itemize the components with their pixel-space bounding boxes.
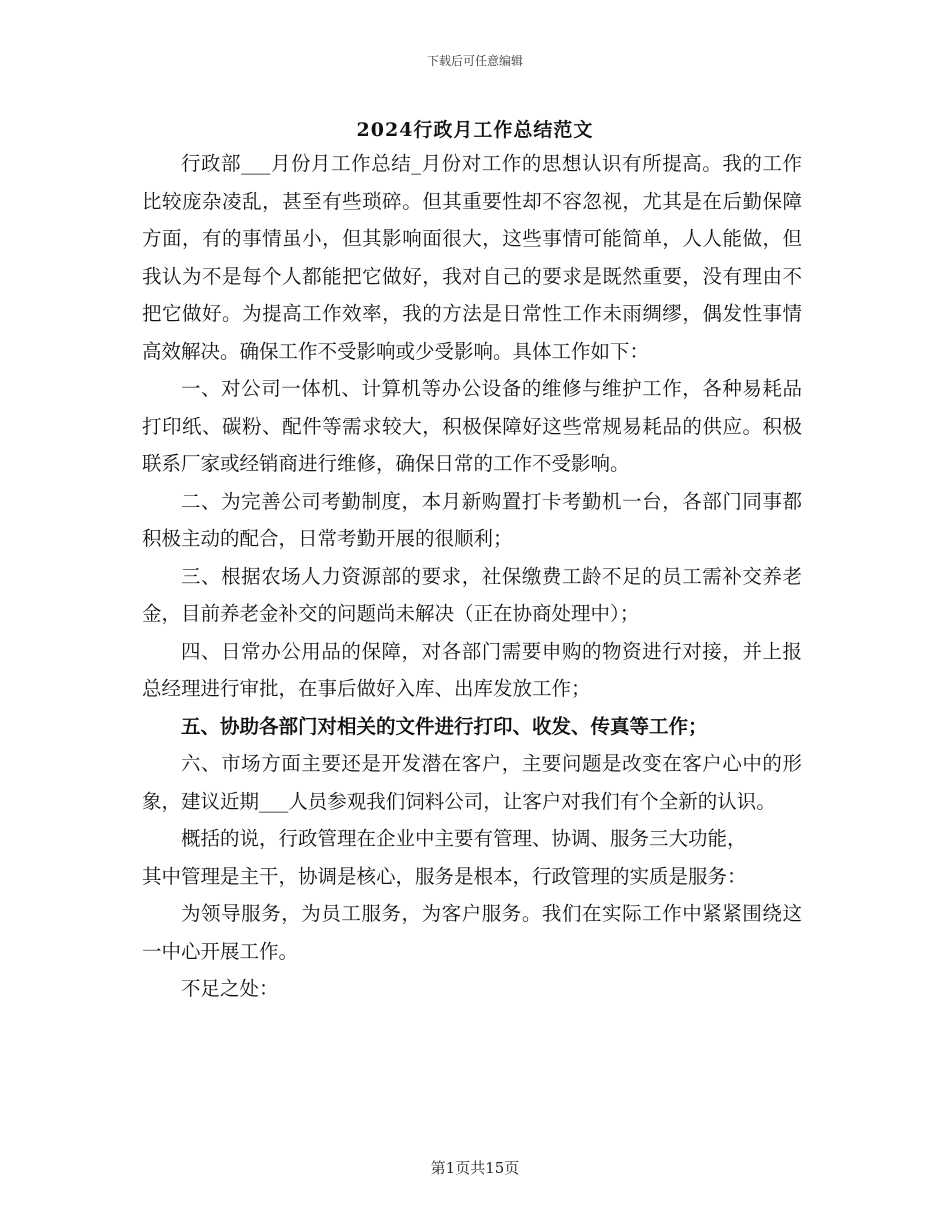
paragraph-service: 为领导服务，为员工服务，为客户服务。我们在实际工作中紧紧围绕这一中心开展工作。 — [142, 902, 802, 963]
paragraph-item-1: 一、对公司一体机、计算机等办公设备的维修与维护工作，各种易耗品打印纸、碳粉、配件等需求较大，积极保障好这些常规易耗品的供应。积极联系厂家或经销商进行维修，确保日常的工作不受影响。 — [142, 377, 802, 475]
page-header: 下载后可任意编辑 — [426, 54, 523, 68]
document-body — [142, 145, 802, 1008]
page-footer: 第1页共15页 — [430, 1159, 520, 1177]
paragraph-item-4: 四、日常办公用品的保障，对各部门需要申购的物资进行对接，并上报总经理进行审批，在事后做好入库、出库发放工作； — [142, 639, 802, 700]
paragraph-summary: 概括的说，行政管理在企业中主要有管理、协调、服务三大功能， — [181, 827, 747, 850]
paragraph-item-5: 五、协助各部门对相关的文件进行打印、收发、传真等工作； — [181, 714, 708, 738]
paragraph-item-3: 三、根据农场人力资源部的要求，社保缴费工龄不足的员工需补交养老金，目前养老金补交的问题尚未解决（正在协商处理中）； — [142, 564, 802, 625]
document-title: 2024行政月工作总结范文 — [356, 119, 594, 141]
paragraph-intro: 行政部___月份月工作总结_月份对工作的思想认识有所提高。我的工作比较庞杂凌乱，甚至有些琐碎。但其重要性却不容忽视，尤其是在后勤保障方面，有的事情虽小，但其影响面很大，这些事情可能简单，人人能做，但我认为不是每个人都能把它做好，我对自己的要求是既然重要，没有理由不把它做好。为提高工作效率，我的方法是日常性工作未雨绸缪，偶发性事情高效解决。确保工作不受影响或少受影响。具体工作如下： — [142, 152, 802, 363]
paragraph-item-6: 六、市场方面主要还是开发潜在客户，主要问题是改变在客户心中的形象，建议近期___人员参观我们饲料公司，让客户对我们有个全新的认识。 — [142, 752, 802, 813]
paragraph-summary-cont: 其中管理是主干，协调是核心，服务是根本，行政管理的实质是服务： — [142, 864, 747, 888]
paragraph-item-2: 二、为完善公司考勤制度，本月新购置打卡考勤机一台，各部门同事都积极主动的配合，日常考勤开展的很顺利； — [142, 489, 802, 550]
paragraph-shortcomings: 不足之处： — [181, 977, 279, 1000]
